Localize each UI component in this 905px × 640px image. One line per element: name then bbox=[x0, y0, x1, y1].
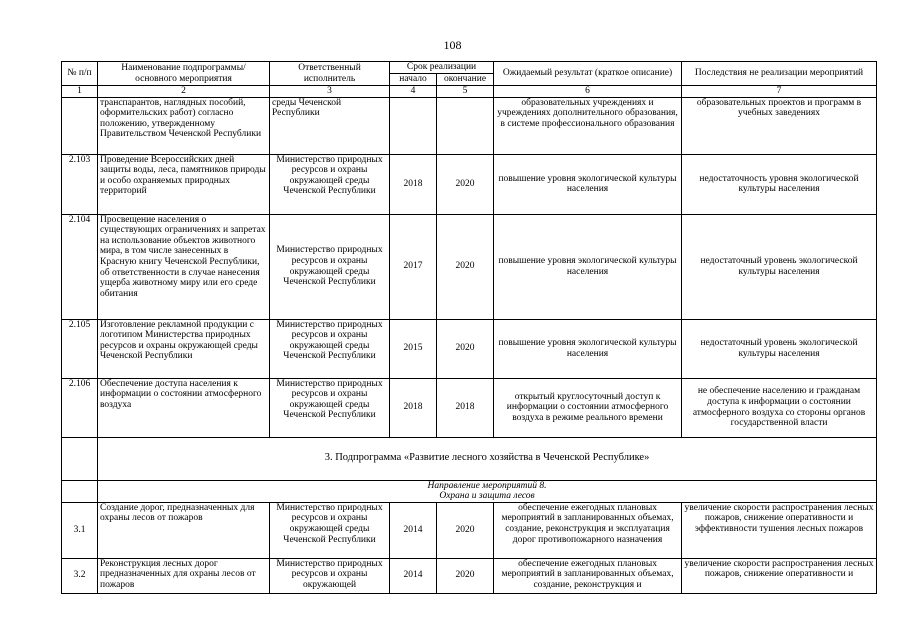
row-responsible: Министерство природных ресурсов и охраны окружающей среды Чеченской Республики bbox=[270, 154, 390, 214]
row-name: Изготовление рекламной продукции с логотипом Министерства природных ресурсов и охраны окружающей среды Чеченской Республики bbox=[98, 319, 270, 378]
table-row bbox=[62, 502, 877, 558]
header-responsible: Ответственный исполнитель bbox=[270, 62, 390, 86]
row-responsible: Министерство природных ресурсов и охраны окружающей среды Чеченской Республики bbox=[270, 214, 390, 319]
row-result: обеспечение ежегодных плановых мероприятий в запланированных объемах, создание, реконструкция и bbox=[494, 558, 682, 593]
direction-row bbox=[62, 480, 877, 502]
index-cell: 5 bbox=[437, 86, 494, 98]
row-num: 2.104 bbox=[62, 214, 98, 319]
index-cell: 3 bbox=[270, 86, 390, 98]
row-start: 2015 bbox=[390, 319, 437, 378]
row-start: 2018 bbox=[390, 154, 437, 214]
row-result: образовательных учреждениях и учреждениях дополнительного образования, в системе профессионального образования bbox=[494, 97, 682, 154]
row-num: 3.2 bbox=[62, 558, 98, 593]
row-end: 2020 bbox=[437, 558, 494, 593]
row-start bbox=[390, 97, 437, 154]
table-row bbox=[62, 214, 877, 319]
row-consequence: недостаточный уровень экологической культуры населения bbox=[682, 319, 877, 378]
row-name: транспарантов, наглядных пособий, оформительских работ) согласно положению, утвержденному Правительством Чеченской Республики bbox=[98, 97, 270, 154]
row-result: открытый круглосуточный доступ к информации о состоянии атмосферного воздуха в режиме реального времени bbox=[494, 378, 682, 437]
row-responsible: среды Чеченской Республики bbox=[270, 97, 390, 154]
row-start: 2014 bbox=[390, 558, 437, 593]
row-end: 2020 bbox=[437, 502, 494, 558]
header-row bbox=[62, 62, 877, 74]
row-start: 2017 bbox=[390, 214, 437, 319]
row-result: повышение уровня экологической культуры населения bbox=[494, 319, 682, 378]
direction-line-1: Направление мероприятий 8. bbox=[427, 480, 547, 491]
row-start: 2014 bbox=[390, 502, 437, 558]
row-num: 2.106 bbox=[62, 378, 98, 437]
direction-spacer bbox=[62, 480, 98, 502]
index-cell: 1 bbox=[62, 86, 98, 98]
row-responsible: Министерство природных ресурсов и охраны окружающей среды Чеченской Республики bbox=[270, 502, 390, 558]
table-row bbox=[62, 558, 877, 593]
index-cell: 7 bbox=[682, 86, 877, 98]
row-consequence: не обеспечение населению и гражданам доступа к информации о состоянии атмосферного воздуха со стороны органов государственной власти bbox=[682, 378, 877, 437]
header-period: Срок реализации bbox=[390, 62, 494, 74]
index-cell: 4 bbox=[390, 86, 437, 98]
row-responsible: Министерство природных ресурсов и охраны окружающей среды Чеченской Республики bbox=[270, 378, 390, 437]
row-end: 2020 bbox=[437, 214, 494, 319]
section-title: 3. Подпрограмма «Развитие лесного хозяйства в Чеченской Республике» bbox=[98, 437, 877, 480]
row-consequence: увеличение скорости распространения лесных пожаров, снижение оперативности и эффективности тушения лесных пожаров bbox=[682, 502, 877, 558]
index-cell: 2 bbox=[98, 86, 270, 98]
row-num: 3.1 bbox=[62, 502, 98, 558]
row-name: Проведение Всероссийских дней защиты воды, леса, памятников природы и особо охраняемых природных территорий bbox=[98, 154, 270, 214]
row-name: Создание дорог, предназначенных для охраны лесов от пожаров bbox=[98, 502, 270, 558]
row-result: повышение уровня экологической культуры населения bbox=[494, 214, 682, 319]
row-result: обеспечение ежегодных плановых мероприятий в запланированных объемах, создание, реконструкция и эксплуатация дорог противопожарного назначения bbox=[494, 502, 682, 558]
section-row bbox=[62, 437, 877, 480]
row-num bbox=[62, 97, 98, 154]
page-number: 108 bbox=[443, 38, 462, 52]
table-row bbox=[62, 378, 877, 437]
row-responsible: Министерство природных ресурсов и охраны окружающей среды Чеченской Республики bbox=[270, 319, 390, 378]
section-spacer bbox=[62, 437, 98, 480]
row-consequence: увеличение скорости распространения лесных пожаров, снижение оперативности и bbox=[682, 558, 877, 593]
header-consequence: Последствия не реализации мероприятий bbox=[682, 62, 877, 86]
direction-line-2: Охрана и защита лесов bbox=[439, 491, 535, 502]
row-result: повышение уровня экологической культуры населения bbox=[494, 154, 682, 214]
row-end: 2018 bbox=[437, 378, 494, 437]
table-row bbox=[62, 154, 877, 214]
header-num: № п/п bbox=[62, 62, 98, 86]
direction-title bbox=[98, 480, 877, 502]
row-name: Реконструкция лесных дорог предназначенных для охраны лесов от пожаров bbox=[98, 558, 270, 593]
row-consequence: образовательных проектов и программ в учебных заведениях bbox=[682, 97, 877, 154]
program-table bbox=[61, 61, 877, 594]
row-responsible: Министерство природных ресурсов и охраны окружающей bbox=[270, 558, 390, 593]
row-consequence: недостаточный уровень экологической культуры населения bbox=[682, 214, 877, 319]
row-start: 2018 bbox=[390, 378, 437, 437]
table-row bbox=[62, 97, 877, 154]
column-index-row bbox=[62, 86, 877, 98]
row-consequence: недостаточность уровня экологической культуры населения bbox=[682, 154, 877, 214]
header-result: Ожидаемый результат (краткое описание) bbox=[494, 62, 682, 86]
row-num: 2.103 bbox=[62, 154, 98, 214]
table-row bbox=[62, 319, 877, 378]
header-start: начало bbox=[390, 74, 437, 86]
row-end bbox=[437, 97, 494, 154]
row-name: Обеспечение доступа населения к информации о состоянии атмосферного воздуха bbox=[98, 378, 270, 437]
row-name: Просвещение населения о существующих ограничениях и запретах на использование объектов животного мира, в том числе занесенных в Красную книгу Чеченской Республики, об ответственности в случае нанесения ущерба животному миру или его среде обитания bbox=[98, 214, 270, 319]
header-end: окончание bbox=[437, 74, 494, 86]
row-end: 2020 bbox=[437, 154, 494, 214]
row-num: 2.105 bbox=[62, 319, 98, 378]
index-cell: 6 bbox=[494, 86, 682, 98]
row-end: 2020 bbox=[437, 319, 494, 378]
header-name: Наименование подпрограммы/ основного мероприятия bbox=[98, 62, 270, 86]
